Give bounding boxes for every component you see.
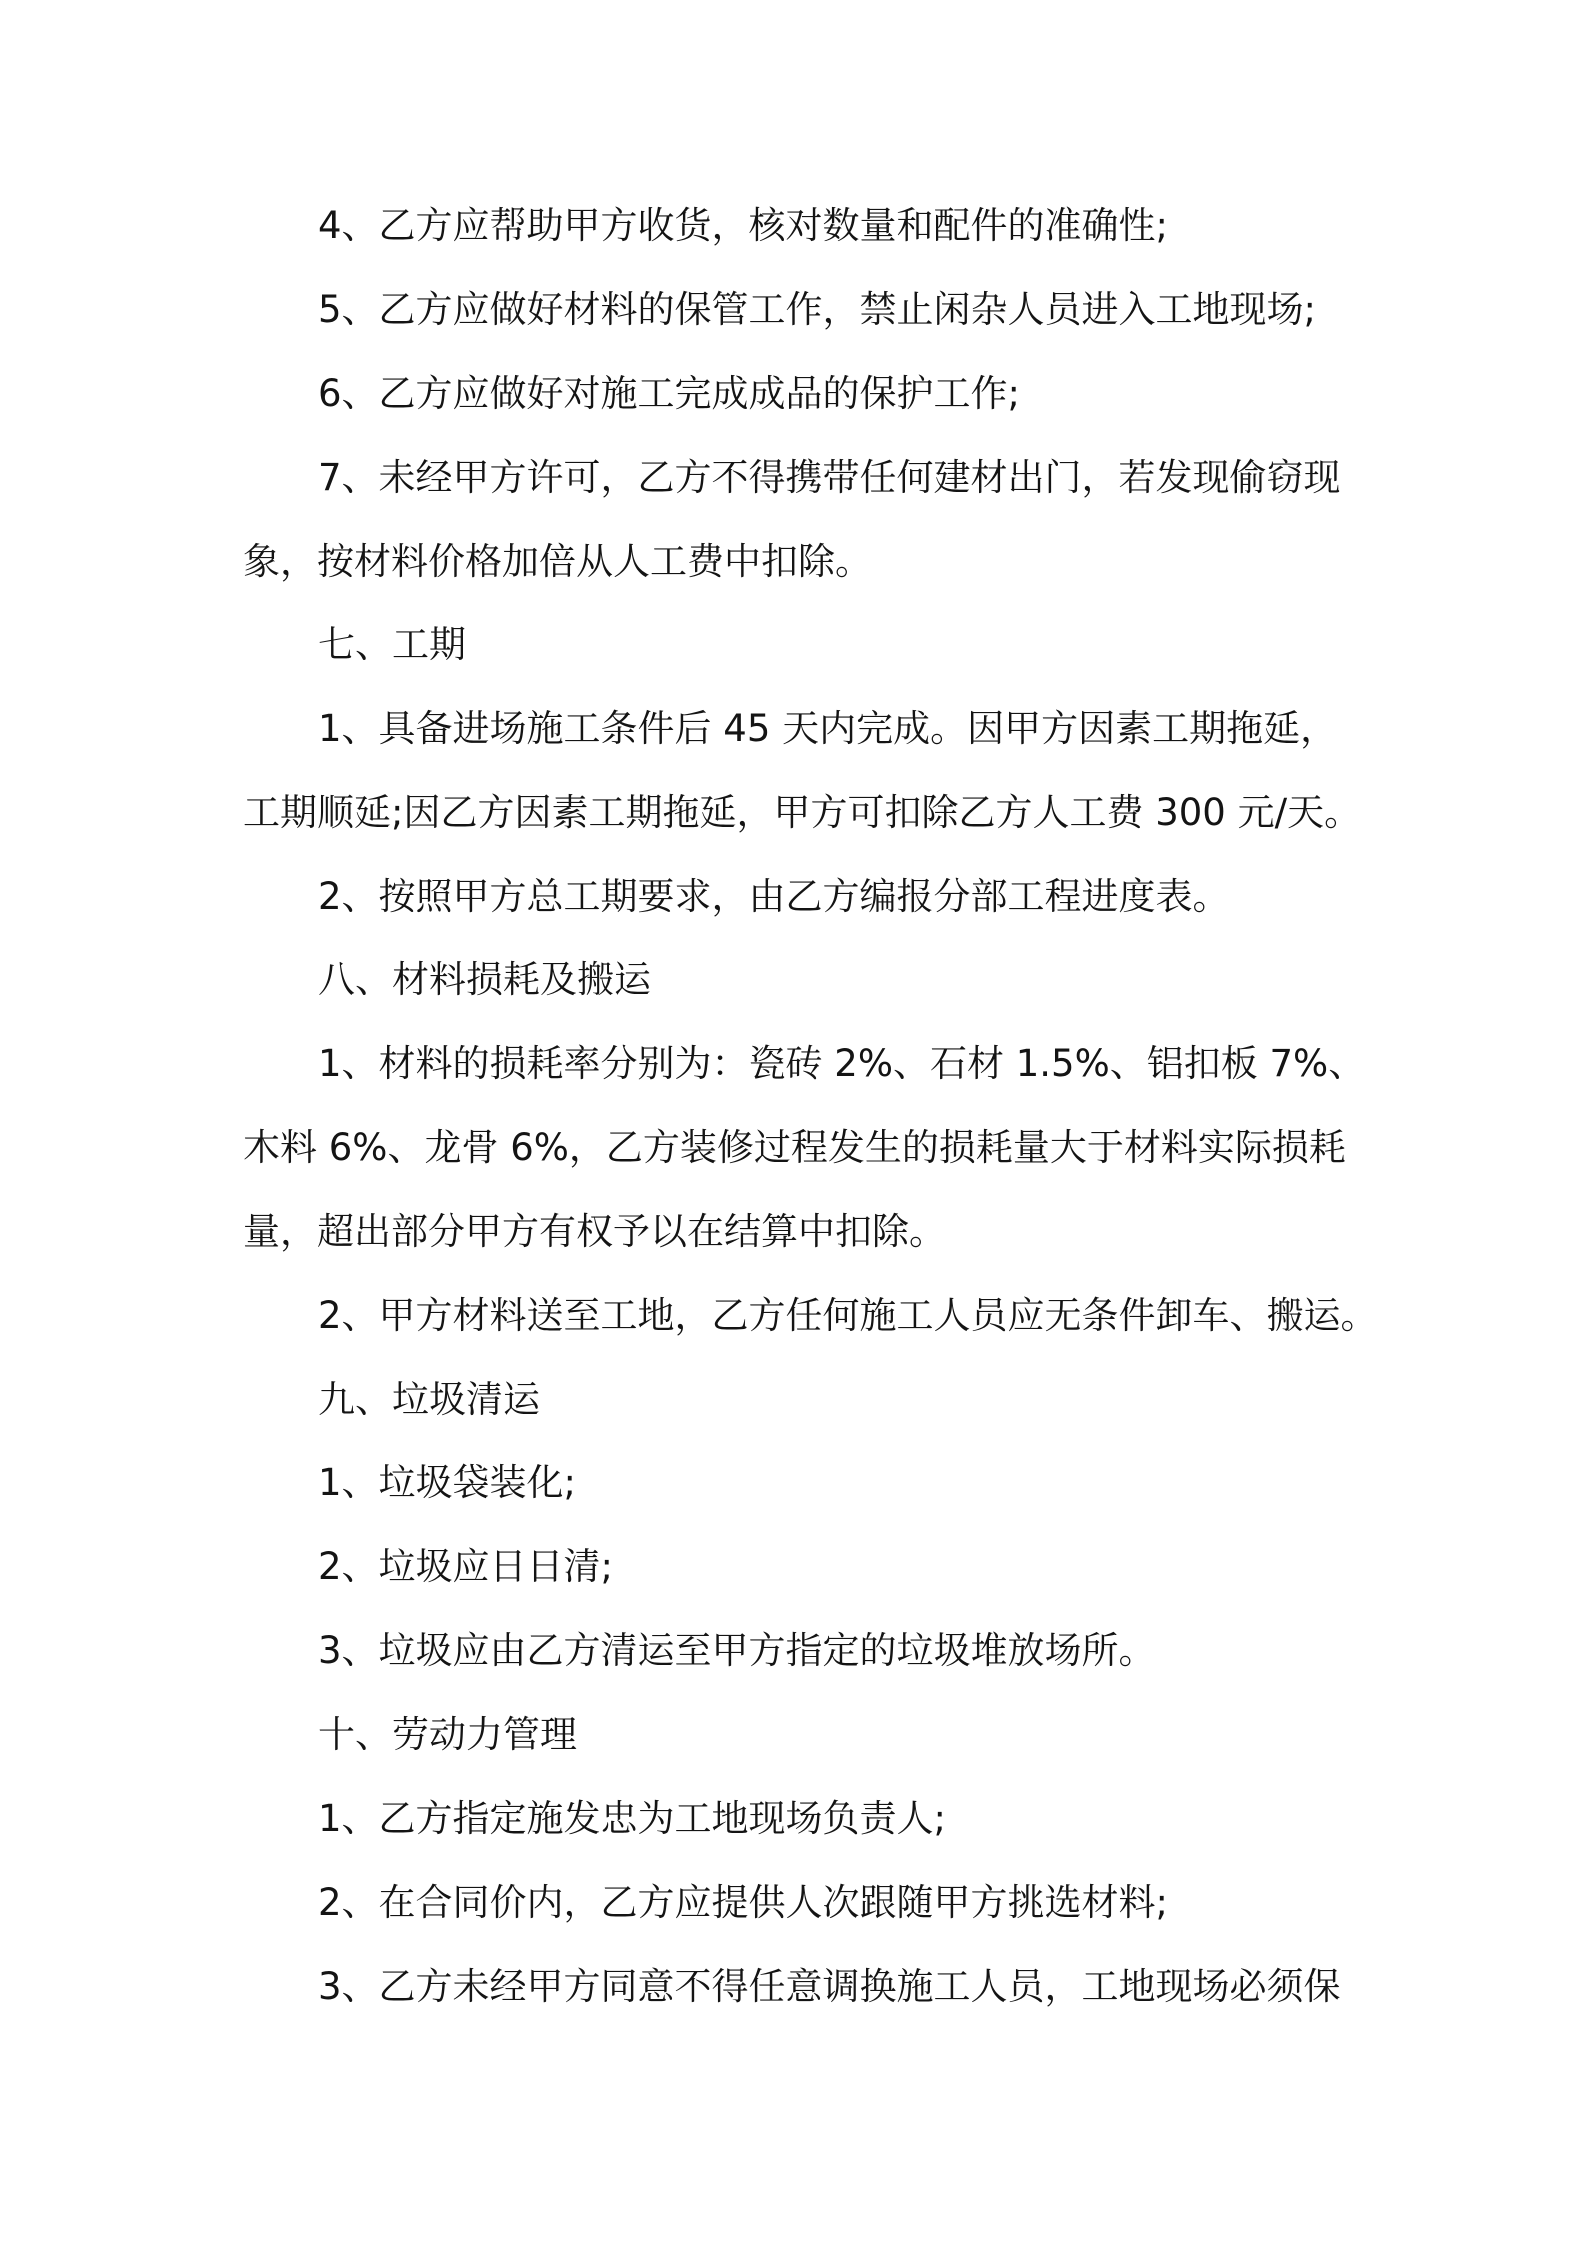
section-9-clause-1: 1、垃圾袋装化; xyxy=(318,1461,577,1504)
clause-7-theft-line2: 象，按材料价格加倍从人工费中扣除。 xyxy=(243,540,872,583)
section-10-heading: 十、劳动力管理 xyxy=(318,1713,577,1756)
section-8-clause-1-line3: 量，超出部分甲方有权予以在结算中扣除。 xyxy=(243,1210,946,1253)
section-9-clause-2: 2、垃圾应日日清; xyxy=(318,1545,614,1588)
clause-5-storage: 5、乙方应做好材料的保管工作，禁止闲杂人员进入工地现场; xyxy=(318,288,1317,331)
clause-4-receiving: 4、乙方应帮助甲方收货，核对数量和配件的准确性; xyxy=(318,204,1169,247)
section-10-clause-2: 2、在合同价内，乙方应提供人次跟随甲方挑选材料; xyxy=(318,1881,1169,1924)
section-8-clause-1-line2: 木料 6%、龙骨 6%，乙方装修过程发生的损耗量大于材料实际损耗 xyxy=(243,1126,1346,1169)
section-7-clause-1-line1: 1、具备进场施工条件后 45 天内完成。因甲方因素工期拖延， xyxy=(318,707,1338,750)
section-7-clause-1-line2: 工期顺延;因乙方因素工期拖延，甲方可扣除乙方人工费 300 元/天。 xyxy=(243,791,1362,834)
section-7-clause-2: 2、按照甲方总工期要求，由乙方编报分部工程进度表。 xyxy=(318,875,1230,918)
section-10-clause-1: 1、乙方指定施发忠为工地现场负责人; xyxy=(318,1797,947,1840)
section-7-heading: 七、工期 xyxy=(318,623,466,666)
section-10-clause-3: 3、乙方未经甲方同意不得任意调换施工人员，工地现场必须保 xyxy=(318,1965,1341,2008)
section-9-heading: 九、垃圾清运 xyxy=(318,1378,540,1421)
section-8-clause-1-line1: 1、材料的损耗率分别为：瓷砖 2%、石材 1.5%、铝扣板 7%、 xyxy=(318,1042,1366,1085)
section-8-heading: 八、材料损耗及搬运 xyxy=(318,958,651,1001)
clause-6-protection: 6、乙方应做好对施工完成成品的保护工作; xyxy=(318,372,1021,415)
section-8-clause-2: 2、甲方材料送至工地，乙方任何施工人员应无条件卸车、搬运。 xyxy=(318,1294,1378,1337)
section-9-clause-3: 3、垃圾应由乙方清运至甲方指定的垃圾堆放场所。 xyxy=(318,1629,1156,1672)
clause-7-theft-line1: 7、未经甲方许可，乙方不得携带任何建材出门，若发现偷窃现 xyxy=(318,456,1341,499)
